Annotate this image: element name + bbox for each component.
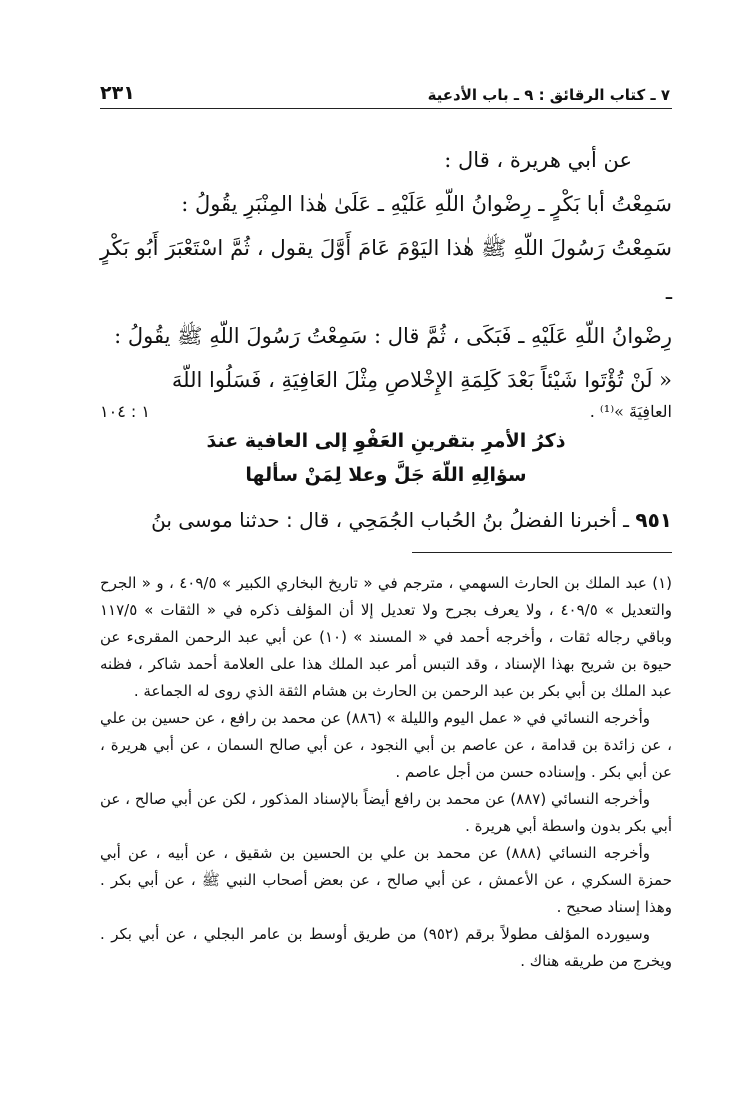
- section-heading-line: ذكرُ الأمرِ بتقرينِ العَفْوِ إلى العافية عندَ: [206, 430, 566, 452]
- running-head: ٧ ـ كتاب الرقائق : ٩ ـ باب الأدعية: [427, 86, 670, 104]
- footnote-paragraph: وأخرجه النسائي (٨٨٧) عن محمد بن رافع أيضاً بالإسناد المذكور ، لكن عن أبي صالح ، عن أبي بكر بدون واسطة أبي هريرة .: [100, 790, 672, 835]
- footnote-paragraph: وأخرجه النسائي في « عمل اليوم والليلة » (٨٨٦) عن محمد بن رافع ، عن حسين بن علي ، عن زائدة بن قدامة ، عن عاصم بن أبي النجود ، عن أبي صالح السمان ، عن أبي هريرة ، عن أبي بكر . وإسناده حسن من أجل عاصم .: [100, 709, 672, 781]
- main-text: [100, 138, 672, 421]
- body-line: سَمِعْتُ رَسُولَ اللّهِ ﷺ هٰذا اليَوْمَ عَامَ أَوَّلَ يقول ، ثُمَّ اسْتَعْبَرَ أَبُو بَكْرٍ ـ: [100, 236, 672, 304]
- reference-mark: ١ : ١٠٤: [100, 402, 150, 421]
- section-heading-line: سؤالِهِ اللّهَ جَلَّ وعلا لِمَنْ سألها: [245, 464, 527, 486]
- page-header: [100, 72, 670, 104]
- hadith-951: [100, 505, 672, 535]
- footnote-paragraph: وسيورده المؤلف مطولاً برقم (٩٥٢) من طريق أوسط بن عامر البجلي ، عن أبي بكر . ويخرج من طريقه هناك .: [100, 925, 672, 970]
- body-line: « لَنْ تُؤْتَوا شَيْئاً بَعْدَ كَلِمَةِ الإِخْلاصِ مِثْلَ العَافِيَةِ ، فَسَلُوا اللّهَ: [171, 368, 672, 392]
- footnote-paragraph: (١) عبد الملك بن الحارث السهمي ، مترجم في « تاريخ البخاري الكبير » ٤٠٩/٥ ، و « الجرح والتعديل » ٤٠٩/٥ ، ولا يعرف بجرح ولا تعديل إلا أن المؤلف ذكره في « الثقات » ١١٧/٥ وباقي رجاله ثقات ، وأخرجه أحمد في « المسند » (١٠) عن أبي عبد الرحمن المقرىء عن حيوة بن شريح بهذا الإسناد ، وقد التبس أمر عبد الملك هذا على العلامة أحمد شاكر ، فظنه عبد الملك بن أبي بكر بن عبد الرحمن بن الحارث بن هشام الثقة الذي روى له الجماعة .: [100, 574, 673, 700]
- body-last-line: [100, 402, 672, 421]
- hadith-text: ـ أخبرنا الفضلُ بنُ الحُباب الجُمَحِي ، قال : حدثنا موسى بنُ: [151, 508, 630, 532]
- hadith-number: ٩٥١: [635, 508, 672, 532]
- body-line: سَمِعْتُ أبا بَكْرٍ ـ رِضْوانُ اللّهِ عَلَيْهِ ـ عَلَىٰ هٰذا المِنْبَرِ يقُولُ :: [181, 192, 672, 216]
- body-line: العافِيَةَ »⁽¹⁾ .: [589, 402, 672, 421]
- page-number: ٢٣١: [100, 82, 135, 104]
- footnote-paragraph: وأخرجه النسائي (٨٨٨) عن محمد بن علي بن الحسين بن شقيق ، عن أبيه ، عن أبي حمزة السكري ، عن الأعمش ، عن أبي صالح ، عن بعض أصحاب النبي ﷺ ، عن أبي بكر . وهذا إسناد صحيح .: [100, 844, 672, 916]
- footnote-rule: [412, 552, 672, 553]
- header-rule: [100, 108, 672, 109]
- hadith-intro: عن أبي هريرة ، قال :: [444, 148, 632, 172]
- body-line: رِضْوانُ اللّهِ عَلَيْهِ ـ فَبَكَى ، ثُمَّ قال : سَمِعْتُ رَسُولَ اللّهِ ﷺ يقُولُ :: [114, 324, 672, 348]
- footnotes: [100, 570, 672, 975]
- section-heading: [100, 424, 672, 492]
